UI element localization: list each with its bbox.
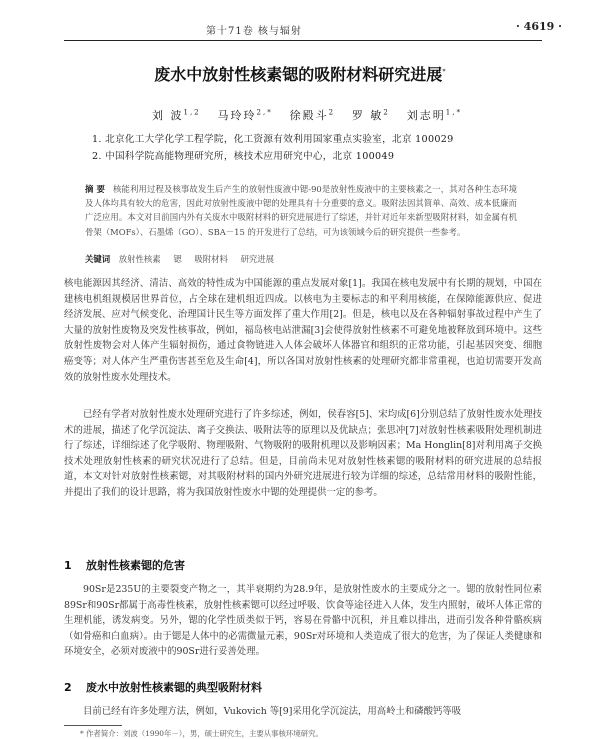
- section-heading: [64, 679, 262, 695]
- body-paragraph: 90Sr是235U的主要裂变产物之一，其半衰期约为28.9年，是放射性废水的主要成分之一。锶的放射性同位素89Sr和90Sr都属于高毒性核素，放射性核素锶可以经过呼吸、饮食等途径进入人体，发生内照射，破坏人体正常的生理机能，诱发病变。另外，锶的化学性质类似于钙，容易在骨骼中沉积，并且难以排出，进而引发各种骨骼疾病（如骨癌和白血病）。由于锶是人体中的必需微量元素，90Sr对环境和人类造成了很大的危害，为了保证人类健康和环境安全，必须对废液中的90Sr进行妥善处理。: [64, 584, 542, 658]
- body-paragraph: 目前已经有许多处理方法，例如，Vukovich 等[9]采用化学沉淀法，用高岭土和磷酸钙等吸: [83, 706, 462, 717]
- running-head: 第十71卷 核与辐射: [206, 26, 302, 37]
- affiliation: 2. 中国科学院高能物理研究所，核技术应用研究中心，北京 100049: [92, 151, 395, 162]
- author-list: [152, 107, 462, 123]
- header-rule: [64, 40, 542, 41]
- section-number: 1: [64, 559, 72, 572]
- paper-title: [0, 62, 600, 85]
- keywords-label: 关键词: [85, 254, 111, 264]
- page-number: · 4619 ·: [516, 20, 562, 33]
- body-paragraph: 核电能源因其经济、清洁、高效的特性成为中国能源的重点发展对象[1]。我国在核电发展中有长期的规划，中国在建核电机组规模居世界首位，占全球在建机组近四成。以核电为主要标志的和平利用核能，在保障能源供应、促进经济发展、应对气候变化、治理国计民生等方面发挥了重大作用[2]。但是，核电以及在各种辐射事故过程中产生了大量的放射性废物及突发性核事故，例如，福岛核电站泄漏[3]会使得放射性核素不可避免地被释放到环境中。这些放射性废物会对人体产生辐射损伤，通过食物链进入人体会破坏人体器官和组织的正常功能，引起基因突变、细胞癌变等；对人体产生严重伤害甚至危及生命[4]，所以各国对放射性核素的处理研究都非常重视，也迫切需要开发高效的放射性废水处理技术。: [64, 278, 542, 383]
- section-title: 废水中放射性核素锶的典型吸附材料: [86, 681, 262, 694]
- author: 刘志明$^{1,*}$: [406, 108, 462, 122]
- keywords: [85, 253, 284, 265]
- section-heading: [64, 557, 185, 573]
- section-number: 2: [64, 681, 72, 694]
- keyword: 放射性核素: [118, 254, 161, 264]
- title-mark: *: [442, 67, 446, 76]
- abstract-label: 摘 要: [85, 184, 106, 194]
- author: 刘 波$^{1,2}$: [152, 108, 201, 122]
- affiliation: 1. 北京化工大学化学工程学院，化工资源有效利用国家重点实验室，北京 100029: [92, 134, 454, 145]
- author: 马玲玲$^{2,*}$: [217, 108, 273, 122]
- footnote: * 作者简介：刘波（1990年－），男，硕士研究生，主要从事核环境研究。: [80, 729, 323, 738]
- footnote-rule: [64, 725, 122, 726]
- section-title: 放射性核素锶的危害: [86, 559, 185, 572]
- keyword: 吸附材料: [194, 254, 228, 264]
- body-paragraph: 已经有学者对放射性废水处理研究进行了许多综述，例如，侯春容[5]、宋均成[6]分别总结了放射性废水处理技术的进展，描述了化学沉淀法、离子交换法、吸附法等的原理以及优缺点；张思冲[7]对放射性核素吸附处理机制进行了综述，详细综述了化学吸附、物理吸附、气物吸附的吸附机理以及影响因素；Ma Honglin[8]对利用离子交换技术处理放射性核素的研究状况进行了总结。但是，目前尚未见对放射性核素锶的吸附材料的研究进展的总结报道，本文对针对放射性核素锶，对其吸附材料的国内外研究进展进行较为详细的综述，总结常用材料的吸附性能，并提出了我们的设计思路，将为我国放射性废水中锶的处理提供一定的参考。: [64, 409, 542, 498]
- author: 罗 敏$^2$: [351, 108, 390, 122]
- keyword: 研究进展: [240, 254, 275, 264]
- abstract-text: 核能利用过程及核事故发生后产生的放射性废液中锶-90是放射性废液中的主要核素之一，其对各种生态环境及人体均具有较大的危害，因此对放射性废液中锶的处理具有十分重要的意义。吸附法因其简单、高效、成本低廉而广泛应用。本文对目前国内外有关废水中吸附材料的研究进展进行了综述，并针对近年来新型吸附材料，如金属有机骨架（MOFs）、石墨烯（GO）、SBA－15 的开发进行了总结，可为该领域今后的研究提供一些参考。: [85, 184, 518, 237]
- title-text: 废水中放射性核素锶的吸附材料研究进展: [154, 65, 443, 84]
- abstract: [85, 182, 517, 239]
- author: 徐殿斗$^2$: [289, 108, 336, 122]
- keyword: 锶: [173, 254, 182, 264]
